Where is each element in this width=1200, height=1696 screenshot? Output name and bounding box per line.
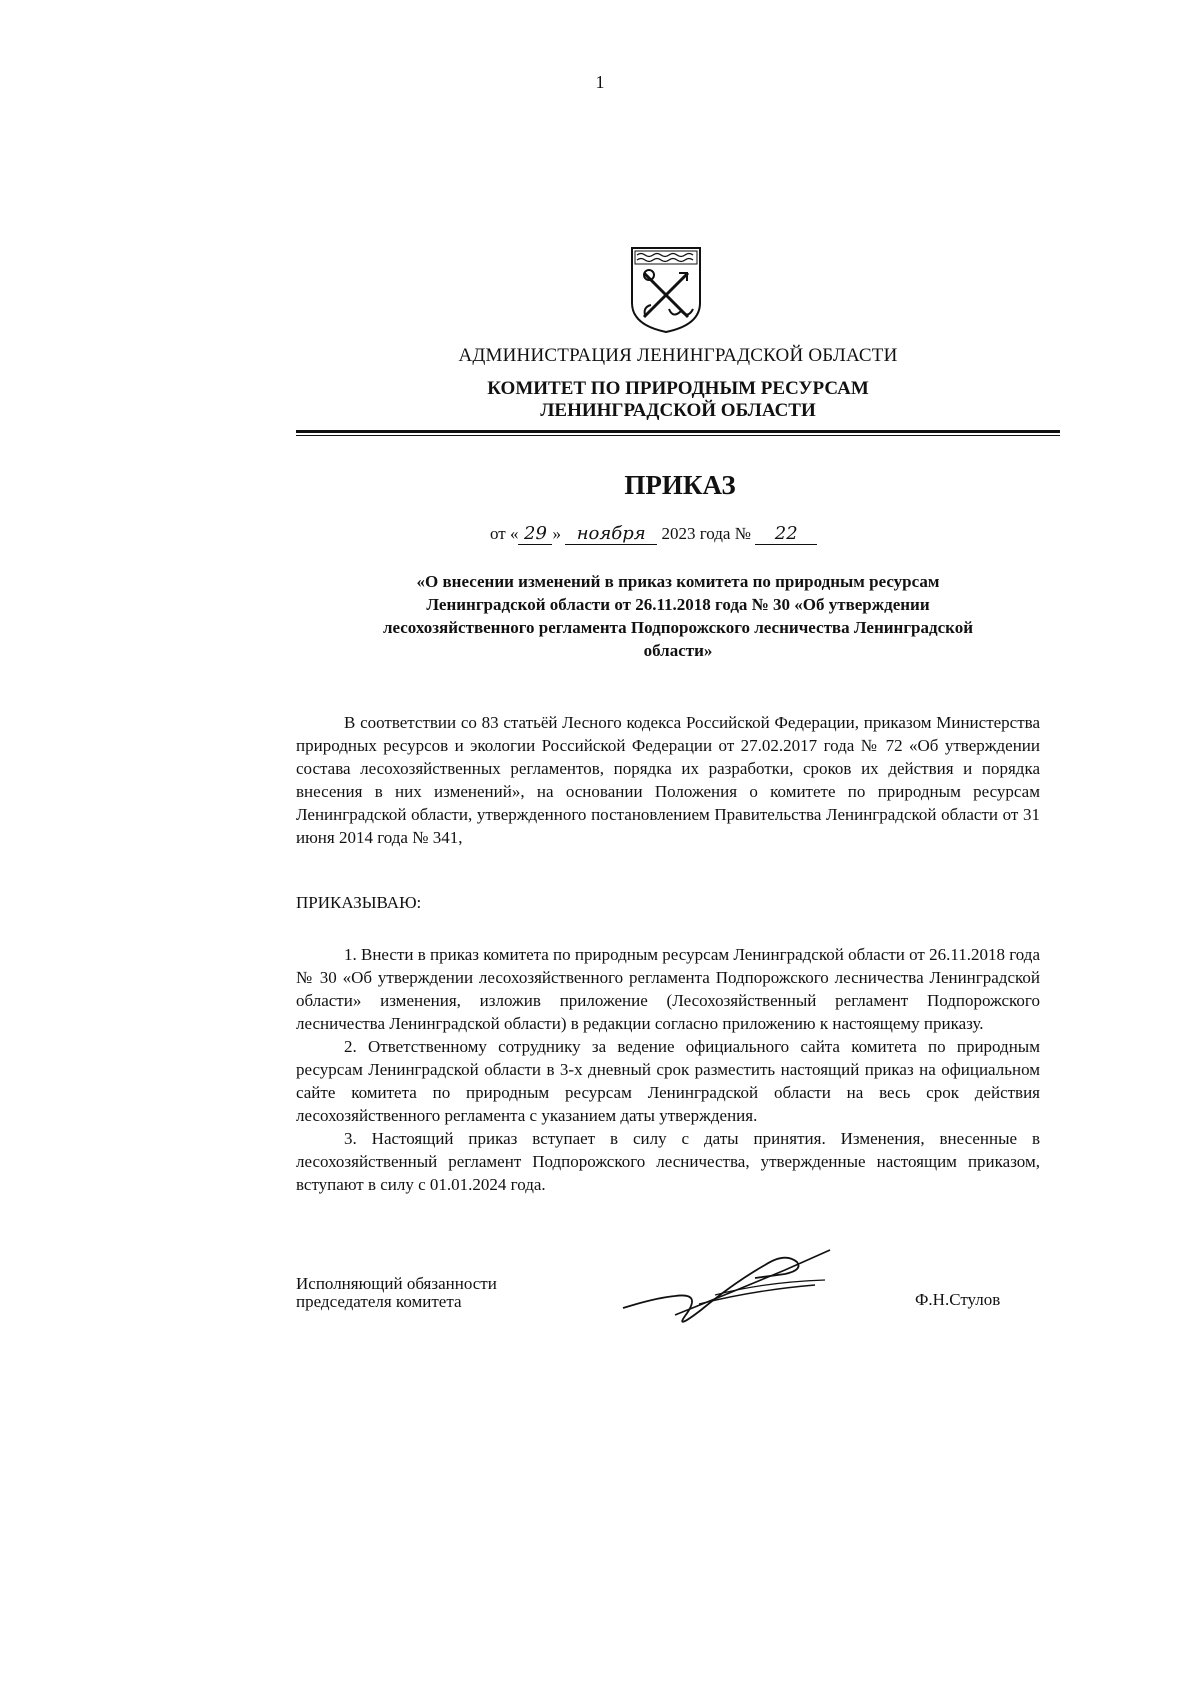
administration-name: АДМИНИСТРАЦИЯ ЛЕНИНГРАДСКОЙ ОБЛАСТИ: [458, 345, 898, 366]
date-day: 29: [518, 523, 552, 545]
header-rule-thin: [296, 435, 1060, 436]
number-prefix: №: [734, 524, 751, 543]
signer-position-line1: Исполняющий обязанности: [296, 1274, 497, 1293]
committee-name-line2: ЛЕНИНГРАДСКОЙ ОБЛАСТИ: [540, 400, 816, 421]
document-type: ПРИКАЗ: [624, 470, 736, 500]
title-line2: Ленинградской области от 26.11.2018 года № 30 «Об утверждении: [426, 595, 930, 614]
document-date-line: [490, 523, 817, 545]
document-number: 22: [755, 523, 817, 545]
date-year: 2023 года: [661, 524, 731, 543]
title-line4: области»: [643, 641, 713, 660]
handwritten-signature-icon: [615, 1240, 840, 1330]
order-word: ПРИКАЗЫВАЮ:: [296, 893, 422, 912]
intro-paragraph: В соответствии со 83 статьёй Лесного кодекса Российской Федерации, приказом Министерства природных ресурсов и экологии Российской Федерации от 27.02.2017 года № 72 «Об утверждении состава лесохозяйственных регламентов, порядка их разработки, сроков их действия и порядка внесения в них изменений», на основании Положения о комитете по природным ресурсам Ленинградской области, утвержденного постановлением Правительства Ленинградской области от 31 июня 2014 года № 341,: [296, 713, 1040, 847]
order-items: [296, 943, 1040, 1196]
date-month: ноября: [565, 523, 657, 545]
committee-name: [296, 378, 1060, 422]
coat-of-arms-icon: [629, 245, 703, 335]
title-line3: лесохозяйственного регламента Подпорожского лесничества Ленинградской: [382, 618, 974, 637]
date-prefix: от «: [490, 524, 519, 543]
signer-position: [296, 1275, 497, 1311]
signer-position-line2: председателя комитета: [296, 1292, 462, 1311]
order-item-2: 2. Ответственному сотруднику за ведение официального сайта комитета по природным ресурсам Ленинградской области в 3-х дневный срок разместить настоящий приказ на официальном сайте комитета по природным ресурсам Ленинградской области на весь срок действия лесохозяйственного регламента с указанием даты утверждения.: [296, 1037, 1040, 1125]
document-title: [296, 570, 1060, 662]
header-rule-thick: [296, 430, 1060, 433]
page-number: 1: [595, 72, 605, 92]
signer-name: Ф.Н.Стулов: [915, 1290, 1001, 1309]
date-mid: »: [552, 524, 561, 543]
committee-name-line1: КОМИТЕТ ПО ПРИРОДНЫМ РЕСУРСАМ: [487, 378, 869, 399]
order-item-1: 1. Внести в приказ комитета по природным ресурсам Ленинградской области от 26.11.2018 года № 30 «Об утверждении лесохозяйственного регламента Подпорожского лесничества Ленинградской области» изменения, изложив приложение (Лесохозяйственный регламент Подпорожского лесничества Ленинградской области) в редакции согласно приложению к настоящему приказу.: [296, 945, 1040, 1033]
order-item-3: 3. Настоящий приказ вступает в силу с даты принятия. Изменения, внесенные в лесохозяйственный регламент Подпорожского лесничества, утвержденные настоящим приказом, вступают в силу с 01.01.2024 года.: [296, 1129, 1040, 1194]
title-line1: «О внесении изменений в приказ комитета по природным ресурсам: [416, 572, 940, 591]
